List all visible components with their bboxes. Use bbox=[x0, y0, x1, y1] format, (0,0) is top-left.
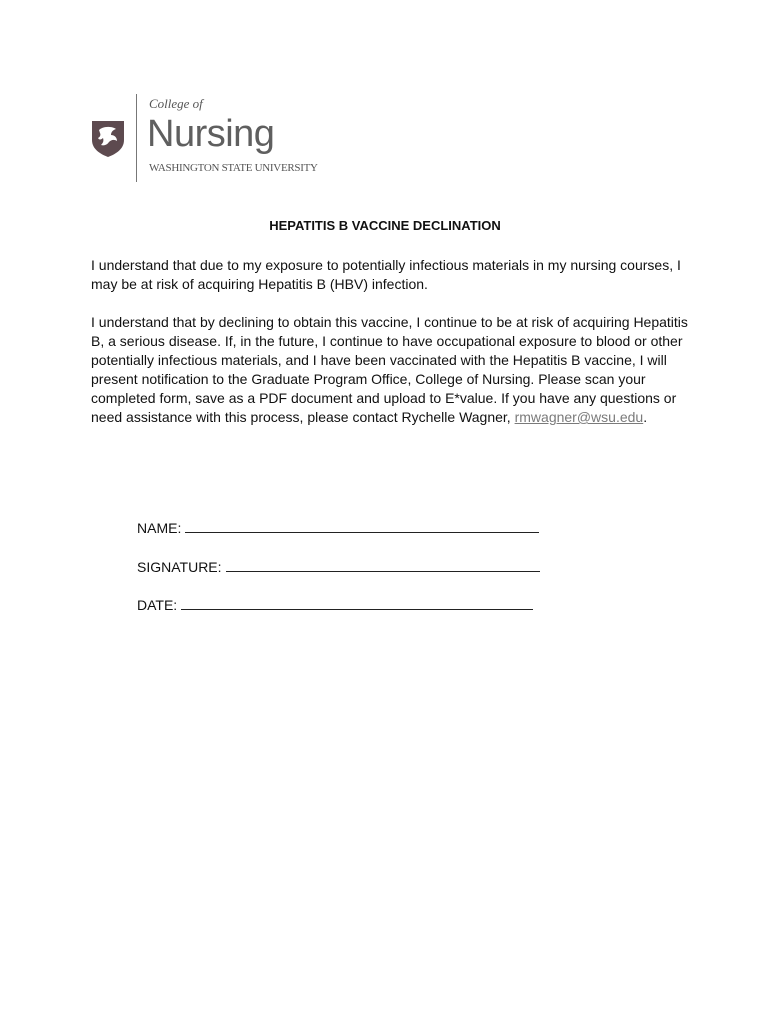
contact-email-link[interactable]: rmwagner@wsu.edu bbox=[514, 409, 644, 425]
signature-label: SIGNATURE: bbox=[137, 559, 222, 575]
paragraph-exposure: I understand that due to my exposure to potentially infectious materials in my nursing courses, I may be at risk of acquiring Hepatitis B (HBV) infection. bbox=[91, 257, 681, 292]
document-title: HEPATITIS B VACCINE DECLINATION bbox=[269, 218, 501, 233]
name-input-line[interactable] bbox=[185, 522, 539, 533]
name-label: NAME: bbox=[137, 520, 182, 536]
email-suffix: . bbox=[643, 409, 648, 425]
cougar-shield-icon bbox=[90, 118, 126, 158]
date-field bbox=[137, 597, 533, 613]
paragraph-declination-text: I understand that by declining to obtain this vaccine, I continue to be at risk of acquiring Hepatitis B, a serious disease. If, in the future, I continue to have occupational exposure to blood or other potentially infectious materials, and I have been vaccinated with the Hepatitis B vaccine, I will present notification to the Graduate Program Office, College of Nursing. Please scan your completed form, save as a PDF document and upload to E*value. If you have any questions or need assistance with this process, please contact Rychelle Wagner, bbox=[91, 314, 688, 425]
wsu-nursing-logo bbox=[88, 92, 328, 184]
date-input-line[interactable] bbox=[181, 599, 533, 610]
logo-college-of: College of bbox=[149, 96, 203, 111]
logo-divider bbox=[136, 94, 137, 182]
logo-nursing: Nursing bbox=[147, 113, 275, 155]
name-field bbox=[137, 520, 539, 536]
paragraph-declination bbox=[91, 313, 691, 427]
logo-university: WASHINGTON STATE UNIVERSITY bbox=[149, 162, 318, 174]
signature-field bbox=[137, 559, 540, 575]
date-label: DATE: bbox=[137, 597, 178, 613]
signature-input-line[interactable] bbox=[226, 561, 540, 572]
